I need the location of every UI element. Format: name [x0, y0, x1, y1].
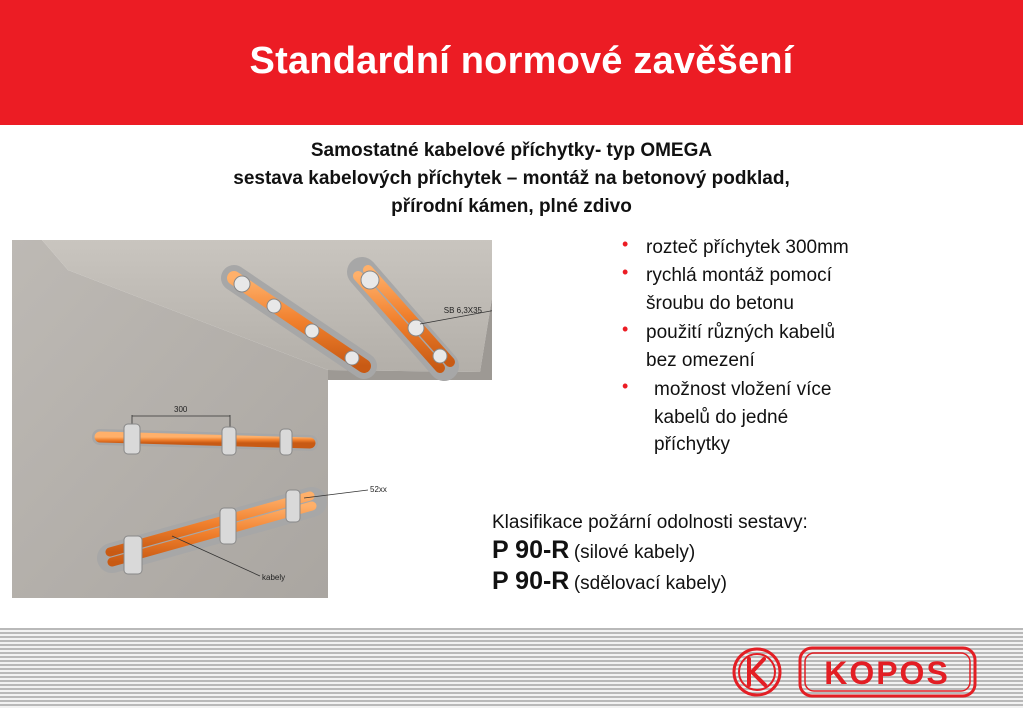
- label-spacing: 300: [174, 405, 188, 414]
- feature-line: rozteč příchytek 300mm: [646, 237, 849, 258]
- bullet-dot: •: [622, 376, 629, 396]
- classification-desc: (silové kabely): [573, 542, 696, 563]
- subtitle-line-2: sestava kabelových příchytek – montáž na betonový podklad,: [233, 168, 790, 189]
- subtitle-line-1: Samostatné kabelové příchytky- typ OMEGA: [310, 140, 713, 161]
- classification-code: P 90-R: [492, 536, 570, 564]
- bullet-dot: •: [622, 319, 629, 339]
- feature-line: rychlá montáž pomocí: [646, 265, 832, 286]
- feature-line: příchytky: [654, 434, 731, 455]
- classification-row: [492, 536, 808, 565]
- classification-row: [492, 567, 808, 596]
- label-screw: SB 6,3X35: [443, 306, 482, 315]
- kopos-logo: [732, 643, 977, 701]
- fire-classification: [492, 512, 808, 596]
- feature-line: použití různých kabelů: [646, 322, 836, 343]
- page-title: Standardní normové zavěšení: [249, 40, 794, 82]
- subtitle-line-3: přírodní kámen, plné zdivo: [391, 196, 632, 217]
- label-cables: kabely: [262, 573, 286, 582]
- feature-line: možnost vložení více: [654, 379, 832, 400]
- feature-line: šroubu do betonu: [646, 292, 794, 314]
- logo-wordmark: KOPOS: [824, 655, 950, 691]
- feature-line: kabelů do jedné: [654, 406, 789, 428]
- label-clip: 52xx: [370, 485, 387, 494]
- classification-code: P 90-R: [492, 567, 570, 595]
- classification-heading: Klasifikace požární odolnosti sestavy:: [492, 512, 808, 533]
- bullet-dot: •: [622, 234, 629, 254]
- classification-desc: (sdělovací kabely): [573, 573, 727, 594]
- mounting-illustration: [12, 240, 492, 598]
- header-banner: [0, 0, 1023, 125]
- bullet-dot: •: [622, 262, 629, 282]
- feature-line: bez omezení: [646, 349, 755, 371]
